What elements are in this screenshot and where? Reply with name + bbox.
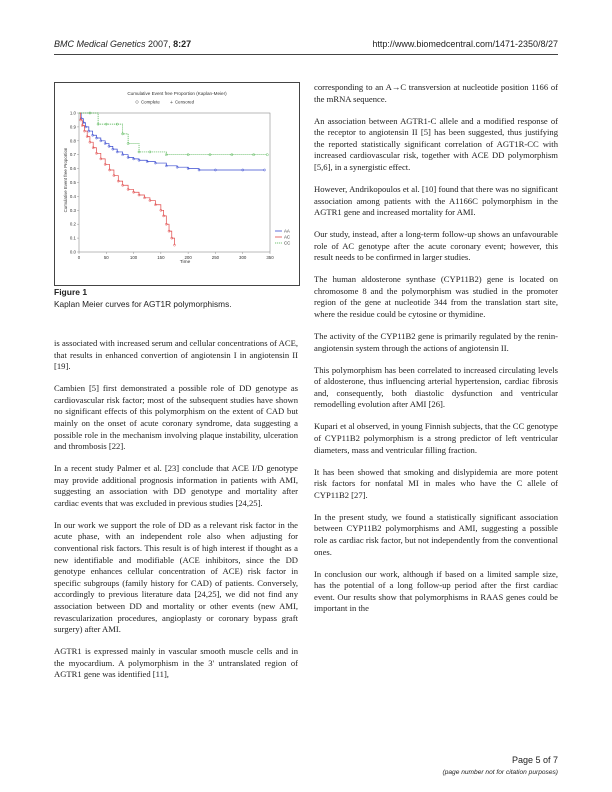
paragraph: AGTR1 is expressed mainly in vascular smooth muscle cells and in the myocardium. A polymorphism in the 3' untranslated region of AGTR1 gene was identified [11], bbox=[54, 646, 298, 680]
kaplan-meier-chart bbox=[55, 83, 299, 285]
legend-complete: Complete bbox=[141, 99, 160, 105]
legend-label-ac: AC bbox=[284, 234, 291, 240]
journal-name: BMC Medical Genetics bbox=[54, 39, 146, 49]
x-tick-label: 100 bbox=[129, 255, 138, 260]
km-curve-aa bbox=[79, 113, 265, 170]
km-point-cc bbox=[266, 154, 268, 156]
paragraph: In a recent study Palmer et al. [23] conclude that ACE I/D genotype may provide additional prognosis information in patients with AMI, suggesting an association with DD genotype and mortality after cardiac events that was excluded in previous studies [24,25]. bbox=[54, 463, 298, 508]
top-legend bbox=[136, 100, 195, 107]
paragraph: The activity of the CYP11B2 gene is primarily regulated by the renin-angiotensin system through the actions of angiotensin II. bbox=[314, 331, 558, 353]
x-tick-label: 350 bbox=[266, 255, 274, 260]
y-tick-label: 1.0 bbox=[69, 110, 76, 116]
legend-label-cc: CC bbox=[284, 240, 291, 246]
x-tick-label: 0 bbox=[77, 255, 81, 260]
journal-year: 2007, bbox=[148, 39, 171, 49]
paragraph: An association between AGTR1-C allele and a modified response of the receptor to angiotensin II [5] has been suggested, thus justifying the reported statistically significant correlation of AGT1R-CC with increased cardiovascular risk, together with ACE DD polymorphism [5,6], in a synergistic effect. bbox=[314, 115, 558, 172]
figure-label: Figure 1 bbox=[54, 287, 88, 297]
complete-marker bbox=[136, 101, 139, 104]
y-tick-label: 0.8 bbox=[69, 138, 76, 144]
plot-border bbox=[79, 113, 270, 252]
series-legend bbox=[275, 229, 290, 246]
y-tick-label: 0.9 bbox=[69, 124, 76, 130]
y-tick-label: 0.6 bbox=[69, 166, 76, 172]
y-tick-label: 0.3 bbox=[69, 207, 76, 213]
y-axis-label: Cumulative Event free Proportion bbox=[63, 147, 68, 213]
page-number-note: (page number not for citation purposes) bbox=[442, 769, 558, 776]
left-column bbox=[54, 338, 298, 691]
journal-volume: 8:27 bbox=[173, 39, 192, 49]
page-number: Page 5 of 7 bbox=[511, 755, 558, 765]
right-column bbox=[314, 82, 558, 625]
paragraph: It has been showed that smoking and dislypidemia are more potent risk factors for nonfatal MI in males who have the C allele of CYP11B2 [27]. bbox=[314, 466, 558, 500]
x-tick-label: 200 bbox=[184, 255, 192, 260]
chart-title: Cumulative Event free Proportion (Kaplan-Meier) bbox=[127, 91, 227, 96]
article-url[interactable]: http://www.biomedcentral.com/1471-2350/8/27 bbox=[372, 39, 558, 49]
paragraph: Cambien [5] first demonstrated a possible role of DD genotype as cardiovascular risk factor; most of the subsequent studies have shown no significant effects of this polymorphism on the extent of CAD but mainly on the onset of acute coronary syndrome, data suggesting a possible role in the mechanism involving plaque instability, ulceration and thrombosis [22]. bbox=[54, 383, 298, 452]
x-tick-label: 250 bbox=[211, 255, 220, 260]
y-tick-label: 0.0 bbox=[69, 249, 76, 255]
paragraph: This polymorphism has been correlated to increased circulating levels of aldosterone, thus influencing arterial hypertension, cardiac fibrosis and, consequently, both diastolic dysfunction and ventricular remodelling evolution after AMI [26]. bbox=[314, 364, 558, 410]
y-tick-label: 0.2 bbox=[69, 221, 76, 227]
paragraph: The human aldosterone synthase (CYP11B2) gene is located on chromosome 8 and the polymorphism was studied in the promoter region of the gene at nucleotide 344 from the translation start site, where the residue could be cytosine or thymidine. bbox=[314, 274, 558, 320]
figure-caption: Kaplan Meier curves for AGT1R polymorphisms. bbox=[54, 299, 232, 309]
km-curve-cc bbox=[79, 113, 267, 155]
paragraph: In our work we support the role of DD as a relevant risk factor in the acute phase, with an independent role also when adjusting for conventional risk factors. This result is of high interest if thought as a new identifiable and modifiable (ACE inhibitors, since the DD genotype enhances cellular concentration of ACE) risk factor in specific subgroups (family history for CAD) of patients. Conversely, accordingly to previous literature data [24,25], we did not find any association between DD and mortality or other events (new AMI, revascularization procedures, angioplasty or coronary bypass graft surgery) after AMI. bbox=[54, 519, 298, 635]
x-tick-label: 300 bbox=[239, 255, 247, 260]
running-header-citation bbox=[54, 39, 191, 49]
x-tick-label: 150 bbox=[157, 255, 165, 260]
figure-frame bbox=[54, 82, 300, 286]
header-rule bbox=[54, 54, 558, 55]
censored-marker: + bbox=[170, 100, 173, 106]
legend-censored: Censored bbox=[175, 99, 195, 105]
legend-label-aa: AA bbox=[284, 228, 290, 234]
y-tick-label: 0.1 bbox=[69, 235, 76, 241]
paragraph: corresponding to an A→C transversion at nucleotide position 1166 of the mRNA sequence. bbox=[314, 82, 558, 104]
km-curve-ac bbox=[79, 113, 175, 245]
y-tick-label: 0.7 bbox=[69, 152, 76, 158]
paragraph: In the present study, we found a statistically significant association between CYP11B2 polymorphisms and AMI, suggesting a possible role as cardiac risk factor, but not independently from the conventional ones. bbox=[314, 511, 558, 557]
paragraph: In conclusion our work, although if based on a limited sample size, has the potential of a long follow-up period after the first cardiac event. Our results show that polymorphisms in RAAS genes could be important in the bbox=[314, 568, 558, 614]
paragraph: However, Andrikopoulos et al. [10] found that there was no significant association among patients with the A1166C polymorphism in the AGTR1 gene and increased mortality for AMI. bbox=[314, 183, 558, 218]
chart-series bbox=[79, 112, 268, 246]
x-axis-label: Time bbox=[179, 260, 191, 265]
paragraph: is associated with increased serum and cellular concentrations of ACE, that results in enhanced convertion of angiotensin I in angiotensin II [19]. bbox=[54, 338, 298, 372]
y-tick-label: 0.4 bbox=[69, 193, 76, 199]
paragraph: Our study, instead, after a long-term follow-up shows an unfavourable role of AC genotype after the acute coronary event; however, this result needs to be confirmed in larger studies. bbox=[314, 229, 558, 263]
x-tick-label: 50 bbox=[103, 255, 109, 260]
paragraph: Kupari et al observed, in young Finnish subjects, that the CC genotype of CYP11B2 polymorphism is a strong predictor of left ventricular diameters, mass and ventricular filling fraction. bbox=[314, 421, 558, 455]
y-tick-label: 0.5 bbox=[69, 180, 76, 185]
